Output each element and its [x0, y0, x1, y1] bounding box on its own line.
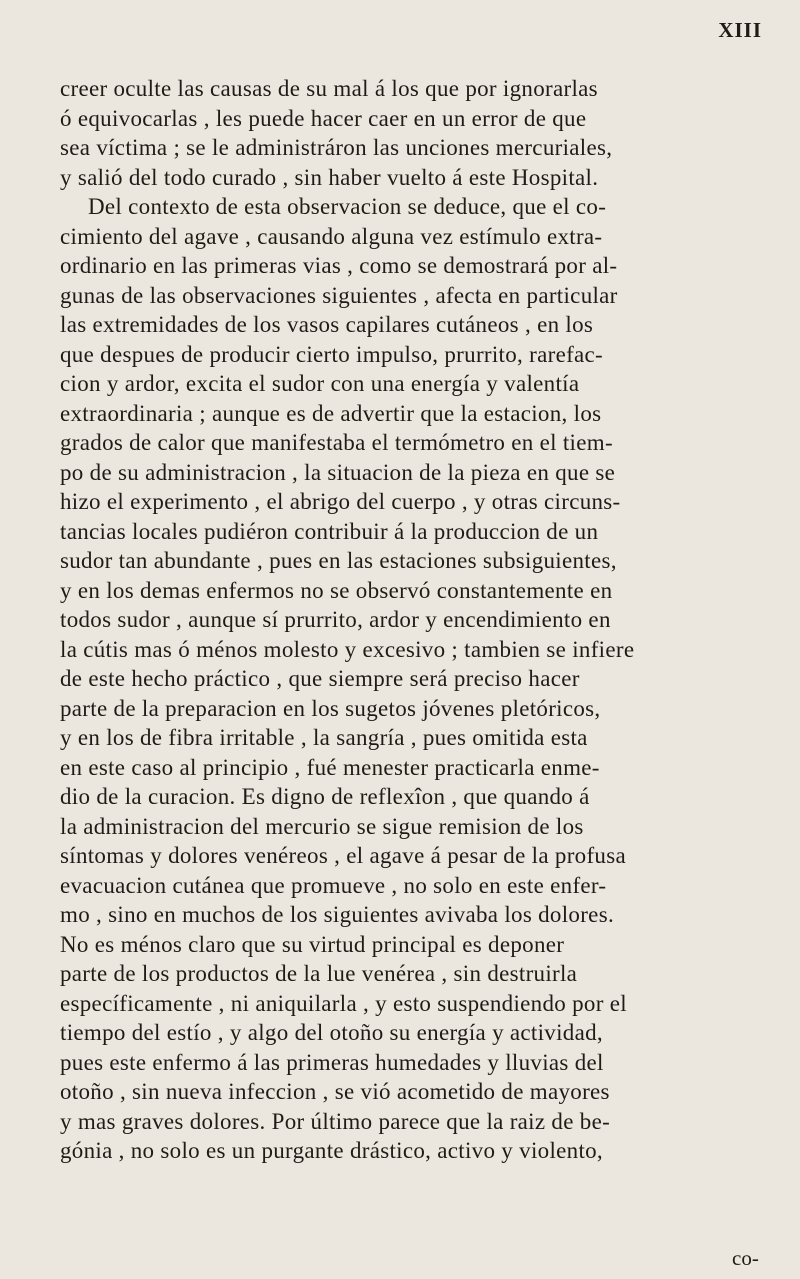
text-line: Del contexto de esta observacion se deduce, que el co- [88, 194, 607, 219]
text-line: dio de la curacion. Es digno de reflexîon , que quando á [60, 784, 590, 809]
text-line: sea víctima ; se le administráron las unciones mercuriales, [60, 135, 613, 160]
text-line: la administracion del mercurio se sigue remision de los [60, 813, 584, 839]
text-line: y mas graves dolores. Por último parece que la raiz de be- [60, 1108, 611, 1134]
catchword: co- [732, 1246, 759, 1270]
page-number: XIII [718, 18, 762, 42]
text-line: y salió del todo curado , sin haber vuelto á este Hospital. [60, 164, 599, 190]
text-line: tiempo del estío , y algo del otoño su energía y actividad, [60, 1020, 603, 1045]
text-line: po de su administracion , la situacion de la pieza en que se [60, 459, 616, 485]
text-line: ordinario en las primeras vias , como se demostrará por al- [60, 253, 618, 278]
text-line: que despues de producir cierto impulso, prurrito, rarefac- [60, 341, 604, 367]
text-line: cimiento del agave , causando alguna vez estímulo extra- [60, 223, 603, 249]
text-line: ó equivocarlas , les puede hacer caer en un error de que [60, 105, 587, 131]
text-line: mo , sino en muchos de los siguientes avivaba los dolores. [60, 902, 614, 927]
text-line: grados de calor que manifestaba el termómetro en el tiem- [60, 430, 613, 455]
body-text [60, 74, 790, 1166]
text-line: específicamente , ni aniquilarla , y esto suspendiendo por el [60, 990, 627, 1016]
text-line: creer oculte las causas de su mal á los que por ignorarlas [60, 76, 598, 101]
text-line: sudor tan abundante , pues en las estaciones subsiguientes, [60, 548, 617, 573]
text-line: gónia , no solo es un purgante drástico, activo y violento, [60, 1138, 603, 1163]
text-line: hizo el experimento , el abrigo del cuerpo , y otras circuns- [60, 489, 621, 514]
text-line: la cútis mas ó ménos molesto y excesivo ; tambien se infiere [60, 636, 635, 662]
text-line: en este caso al principio , fué menester practicarla enme- [60, 754, 600, 780]
text-line: evacuacion cutánea que promueve , no solo en este enfer- [60, 872, 607, 898]
text-line: todos sudor , aunque sí prurrito, ardor y encendimiento en [60, 607, 611, 632]
text-line: pues este enfermo á las primeras humedades y lluvias del [60, 1049, 604, 1075]
text-line: parte de los productos de la lue venérea , sin destruirla [60, 961, 578, 986]
text-line: síntomas y dolores venéreos , el agave á pesar de la profusa [60, 843, 626, 868]
text-line: las extremidades de los vasos capilares cutáneos , en los [60, 312, 594, 337]
text-line: tancias locales pudiéron contribuir á la produccion de un [60, 518, 599, 544]
text-line: gunas de las observaciones siguientes , afecta en particular [60, 282, 618, 308]
text-line: No es ménos claro que su virtud principal es deponer [60, 931, 565, 957]
text-line: y en los demas enfermos no se observó constantemente en [60, 577, 613, 603]
text-line: de este hecho práctico , que siempre será preciso hacer [60, 666, 580, 691]
text-line: cion y ardor, excita el sudor con una energía y valentía [60, 371, 580, 396]
text-line: parte de la preparacion en los sugetos jóvenes pletóricos, [60, 695, 601, 721]
text-line: extraordinaria ; aunque es de advertir que la estacion, los [60, 400, 602, 426]
text-line: otoño , sin nueva infeccion , se vió acometido de mayores [60, 1079, 610, 1104]
text-line: y en los de fibra irritable , la sangría , pues omitida esta [60, 725, 588, 750]
